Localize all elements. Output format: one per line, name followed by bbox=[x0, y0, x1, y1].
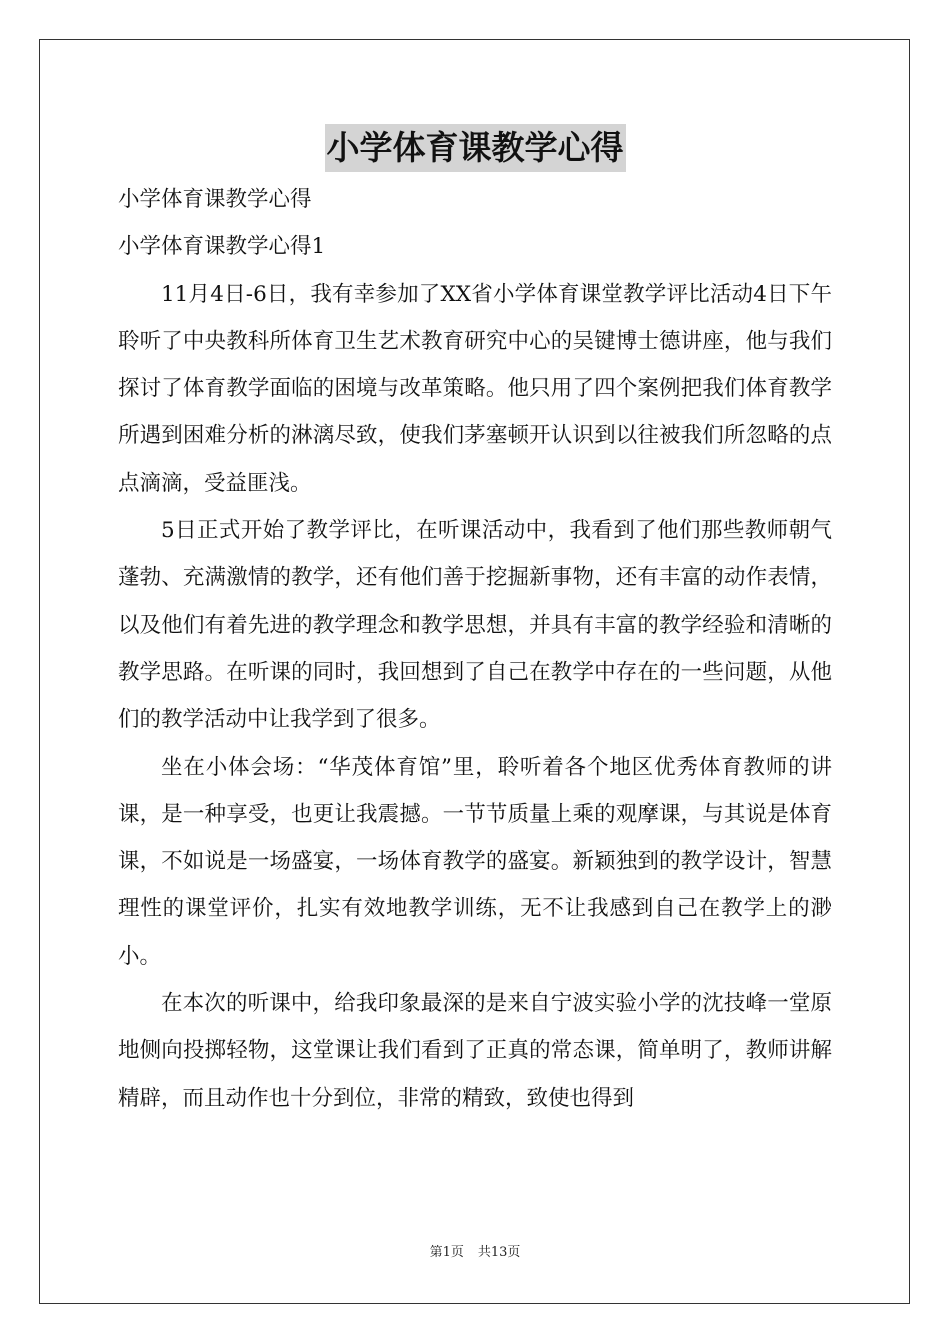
page-number: 第1页 bbox=[429, 1245, 464, 1260]
paragraph-2: 5日正式开始了教学评比，在听课活动中，我看到了他们那些教师朝气蓬勃、充满激情的教学，还有他们善于挖掘新事物，还有丰富的动作表情，以及他们有着先进的教学理念和教学思想，并具有丰富的教学经验和清晰的教学思路。在听课的同时，我回想到了自己在教学中存在的一些问题，从他们的教学活动中让我学到了很多。 bbox=[118, 518, 832, 733]
paragraph-4: 在本次的听课中，给我印象最深的是来自宁波实验小学的沈技峰一堂原地侧向投掷轻物，这堂课让我们看到了正真的常态课，简单明了，教师讲解精辟，而且动作也十分到位，非常的精致，致使也得到 bbox=[118, 991, 832, 1111]
title-container bbox=[0, 124, 950, 172]
paragraph-3: 坐在小体会场：“华茂体育馆”里，聆听着各个地区优秀体育教师的讲课，是一种享受，也更让我震撼。一节节质量上乘的观摩课，与其说是体育课，不如说是一场盛宴，一场体育教学的盛宴。新颖独到的教学设计，智慧理性的课堂评价，扎实有效地教学训练，无不让我感到自己在教学上的渺小。 bbox=[118, 754, 832, 969]
document-body bbox=[118, 176, 832, 1122]
document-title: 小学体育课教学心得 bbox=[325, 124, 626, 172]
section-heading: 小学体育课教学心得1 bbox=[118, 234, 326, 260]
page-total: 共13页 bbox=[477, 1245, 521, 1260]
document-subtitle: 小学体育课教学心得 bbox=[118, 187, 312, 212]
paragraph-1: 11月4日-6日，我有幸参加了XX省小学体育课堂教学评比活动4日下午聆听了中央教科所体育卫生艺术教育研究中心的吴键博士德讲座，他与我们探讨了体育教学面临的困境与改革策略。他只用了四个案例把我们体育教学所遇到困难分析的淋漓尽致，使我们茅塞顿开认识到以往被我们所忽略的点点滴滴，受益匪浅。 bbox=[118, 281, 832, 496]
page-footer bbox=[0, 1243, 950, 1263]
